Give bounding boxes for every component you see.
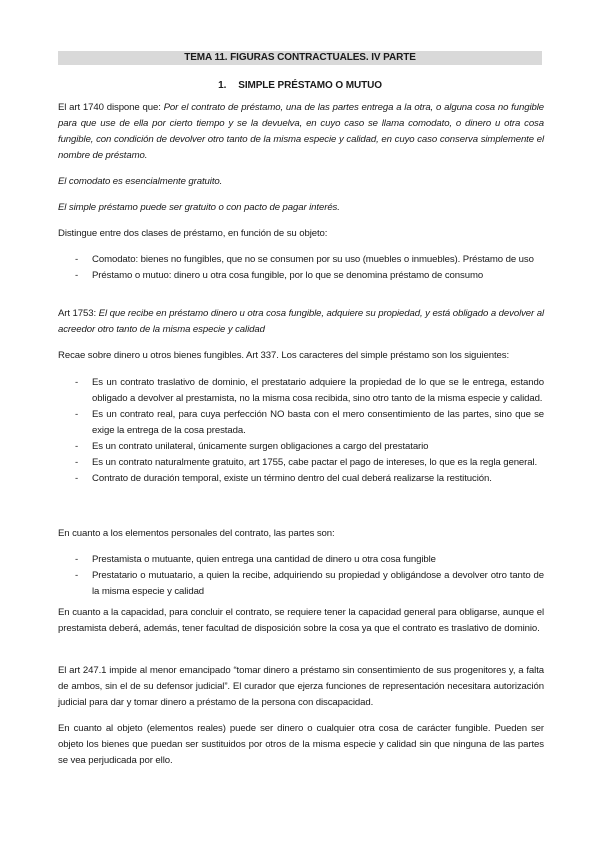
paragraph-capacidad — [58, 605, 544, 637]
paragraph-art-247 — [58, 663, 544, 711]
section-title: SIMPLE PRÉSTAMO O MUTUO — [238, 80, 382, 91]
paragraph-art-1753 — [58, 306, 544, 338]
paragraph-simple-prestamo-text: El simple préstamo puede ser gratuito o con pacto de pagar interés. — [58, 202, 340, 213]
page-title — [58, 51, 542, 65]
list-clases-prestamo — [58, 252, 544, 284]
list-item: - Es un contrato real, para cuya perfección NO basta con el mero consentimiento de las partes, sino que se exige la entrega de la cosa prestada. — [58, 407, 544, 439]
paragraph-art-1753-lead: Art 1753: — [58, 308, 99, 319]
paragraph-partes — [58, 526, 544, 542]
paragraph-comodato — [58, 174, 544, 190]
paragraph-partes-text: En cuanto a los elementos personales del contrato, las partes son: — [58, 528, 335, 539]
paragraph-art-1753-quote: El que recibe en préstamo dinero u otra cosa fungible, adquiere su propiedad, y está obligado a devolver al acreedor otro tanto de la misma especie y calidad — [58, 308, 544, 335]
paragraph-comodato-text: El comodato es esencialmente gratuito. — [58, 176, 223, 187]
paragraph-capacidad-text: En cuanto a la capacidad, para concluir el contrato, se requiere tener la capacidad general para obligarse, aunque el prestamista deberá, además, tener facultad de disposición sobre la cosa ya que el contrato es traslativo de dominio. — [58, 607, 544, 634]
paragraph-definition — [58, 100, 544, 164]
section-heading — [0, 79, 600, 93]
paragraph-art-247-text: El art 247.1 impide al menor emancipado “tomar dinero a préstamo sin consentimiento de sus progenitores y, a falta de ambos, sin el de su defensor judicial”. El curador que ejerza funciones de representación necesitara autorización judicial para dar y tomar dinero a préstamo de la persona con discapacidad. — [58, 665, 544, 708]
paragraph-objeto — [58, 721, 544, 769]
paragraph-caracteres-text: Recae sobre dinero u otros bienes fungibles. Art 337. Los caracteres del simple préstamo son los siguientes: — [58, 350, 510, 361]
list-partes — [58, 552, 544, 600]
list-item: - Contrato de duración temporal, existe un término dentro del cual deberá realizarse la restitución. — [58, 471, 544, 487]
list-item: - Prestamista o mutuante, quien entrega una cantidad de dinero u otra cosa fungible — [58, 552, 544, 568]
list-item: - Es un contrato naturalmente gratuito, art 1755, cabe pactar el pago de intereses, lo que es la regla general. — [58, 455, 544, 471]
list-item: - Es un contrato unilateral, únicamente surgen obligaciones a cargo del prestatario — [58, 439, 544, 455]
list-item: - Es un contrato traslativo de dominio, el prestatario adquiere la propiedad de lo que se le entrega, estando obligado a devolver al prestamista, no la misma cosa recibida, sino otro tanto de la misma especie y calidad. — [58, 375, 544, 407]
list-caracteres — [58, 375, 544, 487]
paragraph-clases — [58, 226, 544, 242]
paragraph-definition-lead: El art 1740 dispone que: — [58, 102, 164, 113]
list-item: - Comodato: bienes no fungibles, que no se consumen por su uso (muebles o inmuebles). Préstamo de uso — [58, 252, 544, 268]
list-item: - Préstamo o mutuo: dinero u otra cosa fungible, por lo que se denomina préstamo de consumo — [58, 268, 544, 284]
page-title-text: TEMA 11. FIGURAS CONTRACTUALES. IV PARTE — [184, 52, 416, 63]
paragraph-clases-text: Distingue entre dos clases de préstamo, en función de su objeto: — [58, 228, 328, 239]
paragraph-objeto-text: En cuanto al objeto (elementos reales) puede ser dinero o cualquier otra cosa de carácter fungible. Pueden ser objeto los bienes que puedan ser sustituidos por otros de la misma especie y calidad sin que ninguna de las partes se vea perjudicada por ello. — [58, 723, 544, 766]
paragraph-caracteres — [58, 348, 544, 364]
section-number: 1. — [218, 80, 227, 91]
paragraph-simple-prestamo — [58, 200, 544, 216]
paragraph-definition-quote: Por el contrato de préstamo, una de las partes entrega a la otra, o alguna cosa no fungible para que use de ella por cierto tiempo y se la devuelva, en cuyo caso se llama comodato, o dinero u otra cosa fungible, con condición de devolver otro tanto de la misma especie y calidad, en cuyo caso conserva simplemente el nombre de préstamo. — [58, 102, 544, 161]
list-item: - Prestatario o mutuatario, a quien la recibe, adquiriendo su propiedad y obligándose a devolver otro tanto de la misma especie y calidad — [58, 568, 544, 600]
